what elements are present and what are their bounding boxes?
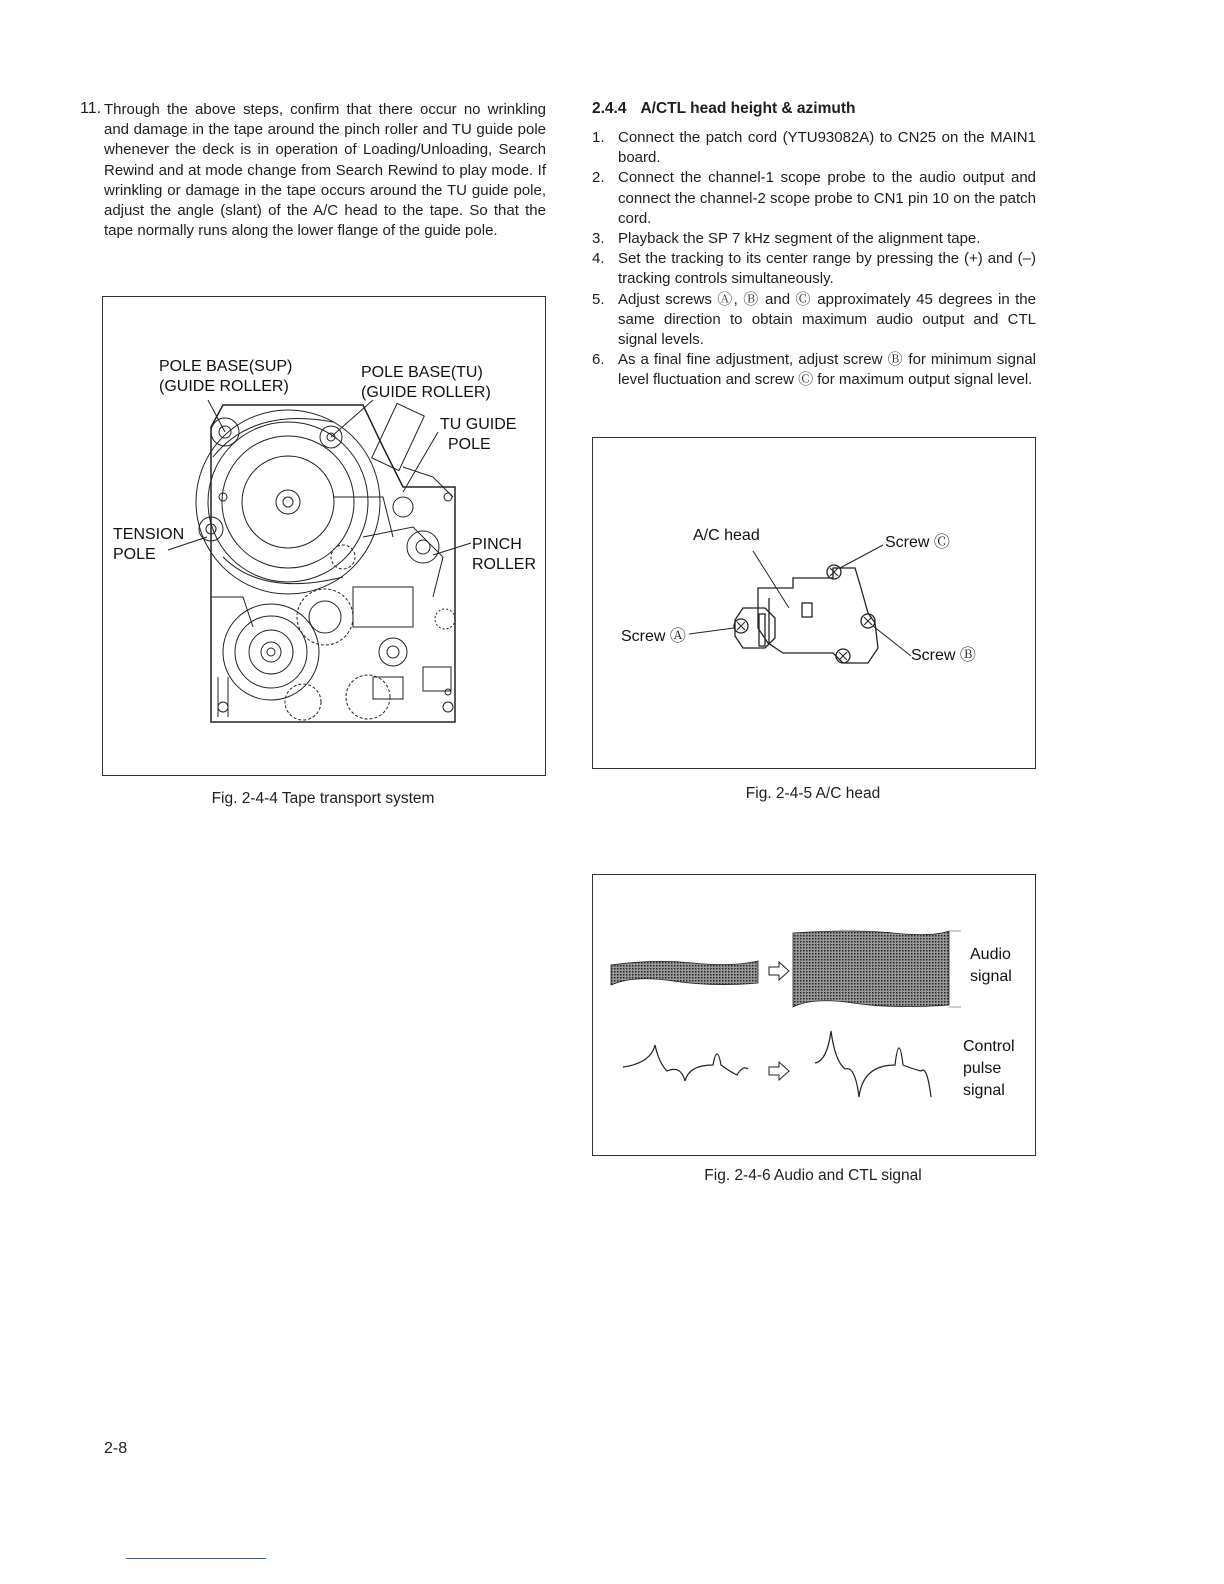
left-column [80, 100, 546, 241]
step-4-text: Set the tracking to its center range by pressing the (+) and (–) tracking controls simultaneously. [618, 250, 1036, 288]
caption-fig-2-4-6: Fig. 2-4-6 Audio and CTL signal [704, 1167, 922, 1184]
section-number: 2.4.4 [592, 100, 627, 117]
step-6-number: 6. [592, 351, 605, 369]
label-audio-2: signal [970, 968, 1012, 985]
step-5-number: 5. [592, 290, 605, 308]
ac-head-drawing [593, 438, 1035, 768]
step-6-text: As a final fine adjustment, adjust screw Ⓑ for minimum signal level fluctuation and screw Ⓒ for maximum output signal level. [618, 351, 1036, 389]
label-pole-base-tu-1: POLE BASE(TU) [361, 364, 483, 381]
step-2 [592, 168, 1036, 229]
step-5 [592, 290, 1036, 351]
label-pinch-1: PINCH [472, 536, 522, 553]
label-tension-1: TENSION [113, 526, 185, 543]
label-pole-base-sup-1: POLE BASE(SUP) [159, 358, 293, 375]
step-3-number: 3. [592, 230, 605, 248]
label-ctl-2: pulse [963, 1060, 1002, 1077]
label-pole-base-tu-2: (GUIDE ROLLER) [361, 384, 491, 401]
step-2-number: 2. [592, 169, 605, 187]
label-ac-head: A/C head [693, 527, 760, 544]
step-1-text: Connect the patch cord (YTU93082A) to CN25 on the MAIN1 board. [618, 129, 1036, 167]
caption-fig-2-4-5: Fig. 2-4-5 A/C head [745, 785, 881, 802]
step-11-number: 11. [80, 100, 102, 117]
step-1-number: 1. [592, 129, 605, 146]
label-screw-b: Screw Ⓑ [911, 647, 976, 664]
caption-fig-2-4-4: Fig. 2-4-4 Tape transport system [211, 790, 435, 807]
label-audio-1: Audio [970, 946, 1011, 963]
step-11-text: Through the above steps, confirm that there occur no wrinkling and damage in the tape around the pinch roller and TU guide pole whenever the deck is in operation of Loading/Unloading, Search Rewind and at mode change from Search Rewind to play mode. If wrinkling or damage in the tape occurs around the TU guide pole, adjust the angle (slant) of the A/C head to the tape. So that the tape normally runs along the lower flange of the guide pole. [104, 101, 546, 240]
step-11 [80, 100, 546, 241]
label-tension-2: POLE [113, 546, 156, 563]
label-ctl-3: signal [963, 1082, 1005, 1099]
step-3-text: Playback the SP 7 kHz segment of the alignment tape. [618, 230, 981, 248]
label-pinch-2: ROLLER [472, 556, 537, 573]
label-pole-base-sup-2: (GUIDE ROLLER) [159, 378, 289, 395]
step-4 [592, 249, 1036, 289]
label-screw-c: Screw Ⓒ [885, 534, 950, 551]
page-number: 2-8 [104, 1440, 128, 1457]
right-column [592, 100, 1036, 391]
step-6 [592, 350, 1036, 390]
label-ctl-1: Control [963, 1038, 1015, 1055]
label-tu-guide-2: POLE [448, 436, 491, 453]
audio-ctl-drawing [593, 875, 1035, 1155]
step-1 [592, 128, 1036, 168]
figure-tape-transport [102, 296, 546, 776]
footer-rule [126, 1558, 266, 1559]
step-4-number: 4. [592, 250, 605, 268]
section-title: A/CTL head height & azimuth [640, 100, 856, 117]
label-tu-guide-1: TU GUIDE [440, 416, 517, 433]
step-3 [592, 229, 1036, 249]
label-screw-a: Screw Ⓐ [621, 628, 686, 645]
step-2-text: Connect the channel-1 scope probe to the audio output and connect the channel-2 scope probe to CN1 pin 10 on the patch cord. [618, 169, 1036, 227]
figure-audio-ctl [592, 874, 1036, 1156]
figure-ac-head [592, 437, 1036, 769]
section-heading [592, 100, 1036, 118]
step-5-text: Adjust screws Ⓐ, Ⓑ and Ⓒ approximately 45 degrees in the same direction to obtain maximum audio output and CTL signal levels. [618, 290, 1036, 349]
